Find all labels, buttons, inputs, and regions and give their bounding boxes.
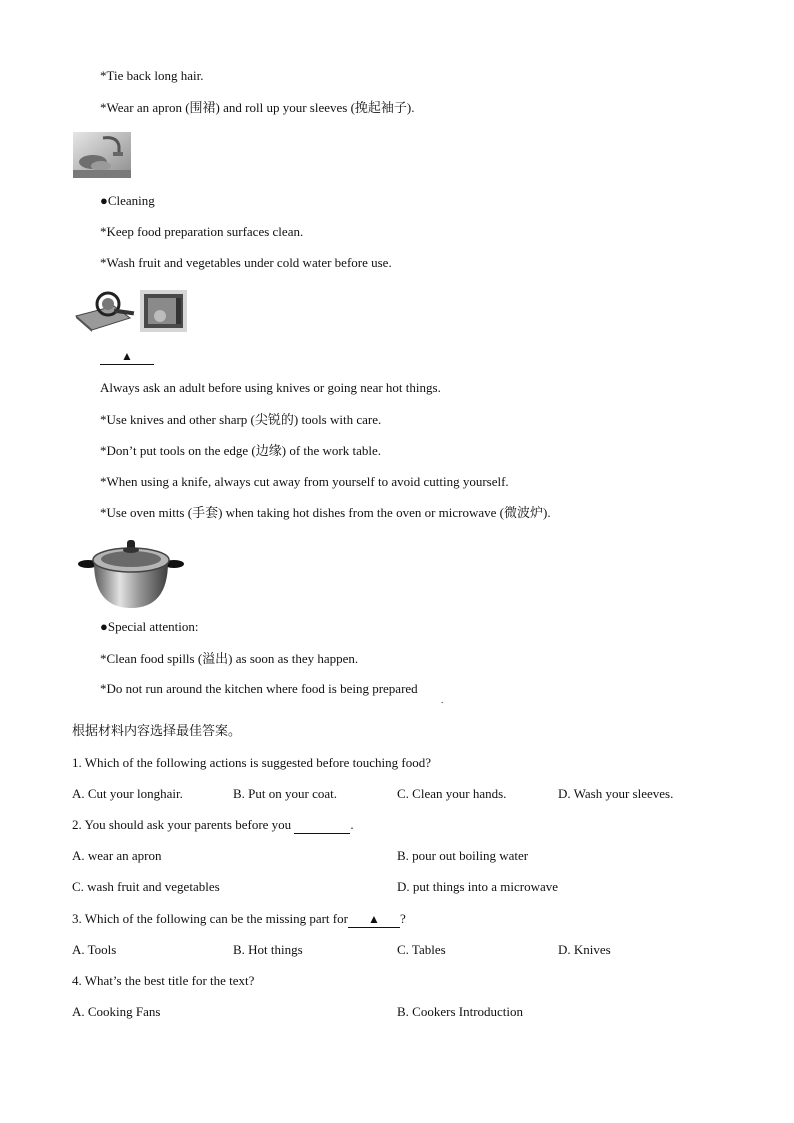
material-line-3: ●Cleaning xyxy=(100,193,155,208)
question-3-stem xyxy=(72,911,406,928)
material-line-4: *Keep food preparation surfaces clean. xyxy=(100,224,304,239)
question-2-stem-text: 2. You should ask your parents before you xyxy=(72,817,292,832)
question-2-stem-end: . xyxy=(350,817,354,832)
material-line-2: *Wear an apron (围裙) and roll up your sleeves (挽起袖子). xyxy=(100,100,415,115)
material-line-13: *Do not run around the kitchen where food is being prepared xyxy=(100,681,418,696)
question-3-blank xyxy=(348,911,400,928)
question-1-stem: 1. Which of the following actions is suggested before touching food? xyxy=(72,755,431,770)
section-heading-blank xyxy=(100,348,154,365)
question-3-option-d[interactable]: D. Knives xyxy=(558,942,611,957)
hand-washing-photo-icon xyxy=(73,132,131,178)
material-line-7: *Use knives and other sharp (尖锐的) tools with care. xyxy=(100,412,382,427)
question-2-option-c[interactable]: C. wash fruit and vegetables xyxy=(72,879,220,894)
question-3-option-b[interactable]: B. Hot things xyxy=(233,942,303,957)
material-line-5: *Wash fruit and vegetables under cold water before use. xyxy=(100,255,392,270)
material-line-11: ●Special attention: xyxy=(100,619,199,634)
question-2-option-a[interactable]: A. wear an apron xyxy=(72,848,162,863)
question-3-stem-text: 3. Which of the following can be the missing part for xyxy=(72,911,348,926)
question-2-option-b[interactable]: B. pour out boiling water xyxy=(397,848,529,863)
question-1-option-a[interactable]: A. Cut your longhair. xyxy=(72,786,183,801)
question-4-option-a[interactable]: A. Cooking Fans xyxy=(72,1004,161,1019)
question-1-option-b[interactable]: B. Put on your coat. xyxy=(233,786,337,801)
microwave-photo-icon xyxy=(140,290,187,332)
triangle-mark: ▲ xyxy=(121,349,133,363)
question-4-stem: 4. What’s the best title for the text? xyxy=(72,973,255,988)
material-line-8: *Don’t put tools on the edge (边缘) of the work table. xyxy=(100,443,382,458)
heading-blank-line xyxy=(100,348,154,365)
instruction-text: 根据材料内容选择最佳答案。 xyxy=(72,724,242,739)
question-2-blank xyxy=(294,817,350,834)
material-line-6: Always ask an adult before using knives or going near hot things. xyxy=(100,380,441,395)
material-line-1: *Tie back long hair. xyxy=(100,68,204,83)
question-2-option-d[interactable]: D. put things into a microwave xyxy=(397,879,559,894)
question-3-stem-end: ? xyxy=(399,911,406,926)
question-3-option-a[interactable]: A. Tools xyxy=(72,942,117,957)
question-1-option-c[interactable]: C. Clean your hands. xyxy=(397,786,507,801)
triangle-mark: ▲ xyxy=(368,912,380,926)
material-line-10: *Use oven mitts (手套) when taking hot dishes from the oven or microwave (微波炉). xyxy=(100,505,551,520)
material-line-9: *When using a knife, always cut away from yourself to avoid cutting yourself. xyxy=(100,474,509,489)
question-3-option-c[interactable]: C. Tables xyxy=(397,942,446,957)
trailing-dot: . xyxy=(441,695,444,705)
question-1-option-d[interactable]: D. Wash your sleeves. xyxy=(558,786,674,801)
knife-and-board-photo-icon xyxy=(74,288,136,333)
question-2-stem xyxy=(72,817,354,834)
material-line-12: *Clean food spills (溢出) as soon as they happen. xyxy=(100,651,359,666)
question-4-option-b[interactable]: B. Cookers Introduction xyxy=(397,1004,524,1019)
cooking-pot-photo-icon xyxy=(76,534,186,612)
